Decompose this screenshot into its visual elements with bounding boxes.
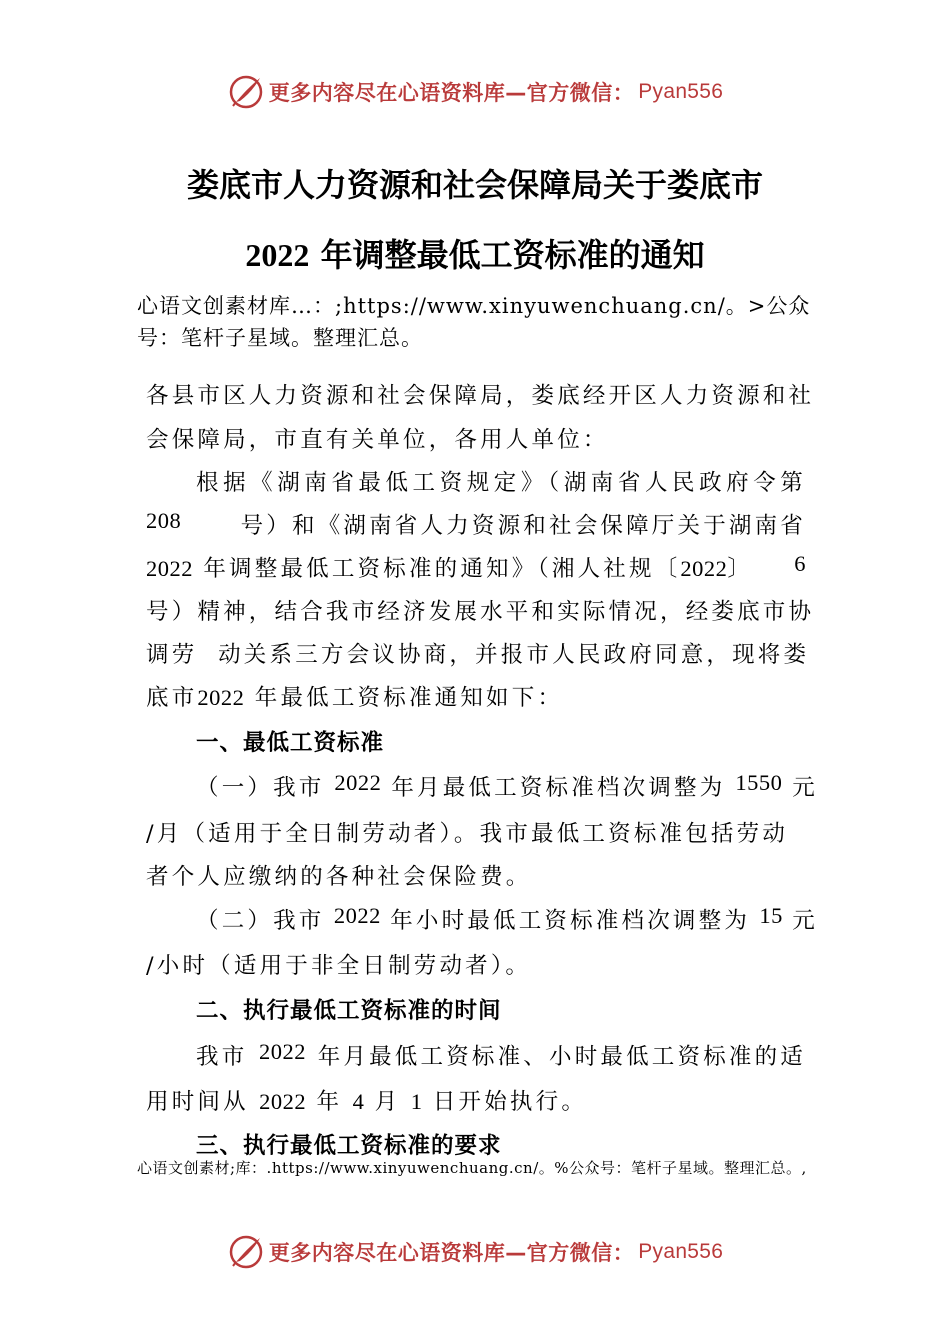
- intro-line-1: 根据《湖南省最低工资规定》（湖南省人民政府令第: [196, 470, 806, 496]
- footer-source-note: 心语文创素材;库：.https://www.xinyuwenchuang.cn/。%公众号：笔杆子星域。整理汇总。,: [137, 1159, 807, 1177]
- quill-logo-icon: [227, 1233, 265, 1271]
- section-1-para-1-line-2: /月（适用于全日制劳动者）。我市最低工资标准包括劳动: [146, 821, 789, 847]
- banner-handle: Pyan556: [638, 1240, 724, 1263]
- banner-text: 更多内容尽在心语资料库—官方微信：: [268, 81, 635, 105]
- intro-line-5: 调劳 动关系三方会议协商，并报市人民政府同意，现将娄: [146, 642, 810, 668]
- document-title-line-1: 娄底市人力资源和社会保障局关于娄底市: [186, 166, 763, 204]
- intro-line-4: 号）精神，结合我市经济发展水平和实际情况，经娄底市协: [146, 599, 815, 625]
- section-3-heading: 三、执行最低工资标准的要求: [196, 1133, 502, 1159]
- document-title-line-2: 2022 年调整最低工资标准的通知: [245, 236, 705, 274]
- section-1-para-1-line-3: 者个人应缴纳的各种社会保险费。: [146, 864, 532, 890]
- section-1-para-2-line-2: /小时（适用于非全日制劳动者）。: [146, 953, 532, 979]
- section-2-line-2: 用时间从 2022 年 4 月 1 日开始执行。: [146, 1089, 588, 1115]
- section-2-line-1: 我市 2022 年月最低工资标准、小时最低工资标准的适: [196, 1039, 806, 1070]
- recipients-line-1: 各县市区人力资源和社会保障局，娄底经开区人力资源和社: [146, 383, 815, 409]
- source-note: 心语文创素材库…：;https://www.xinyuwenchuang.cn/。>公众号：笔杆子星域。整理汇总。: [137, 294, 811, 350]
- section-2-heading: 二、执行最低工资标准的时间: [196, 998, 502, 1024]
- top-banner: [0, 72, 950, 112]
- quill-logo-icon: [227, 73, 265, 111]
- section-1-para-1-line-1: （一）我市 2022 年月最低工资标准档次调整为 1550 元: [196, 770, 818, 801]
- recipients-line-2: 会保障局，市直有关单位，各用人单位：: [146, 427, 609, 453]
- section-1-para-2-line-1: （二）我市 2022 年小时最低工资标准档次调整为 15 元: [196, 903, 818, 934]
- intro-line-6: 底市2022 年最低工资标准通知如下：: [146, 685, 564, 711]
- bottom-banner: [0, 1232, 950, 1272]
- intro-line-2: 208 号）和《湖南省人力资源和社会保障厅关于湖南省: [146, 508, 806, 539]
- section-1-heading: 一、最低工资标准: [196, 730, 385, 756]
- banner-handle: Pyan556: [638, 80, 724, 103]
- banner-text: 更多内容尽在心语资料库—官方微信：: [268, 1241, 635, 1265]
- intro-line-3: 2022 年调整最低工资标准的通知》（湘人社规〔2022〕 6: [146, 551, 806, 582]
